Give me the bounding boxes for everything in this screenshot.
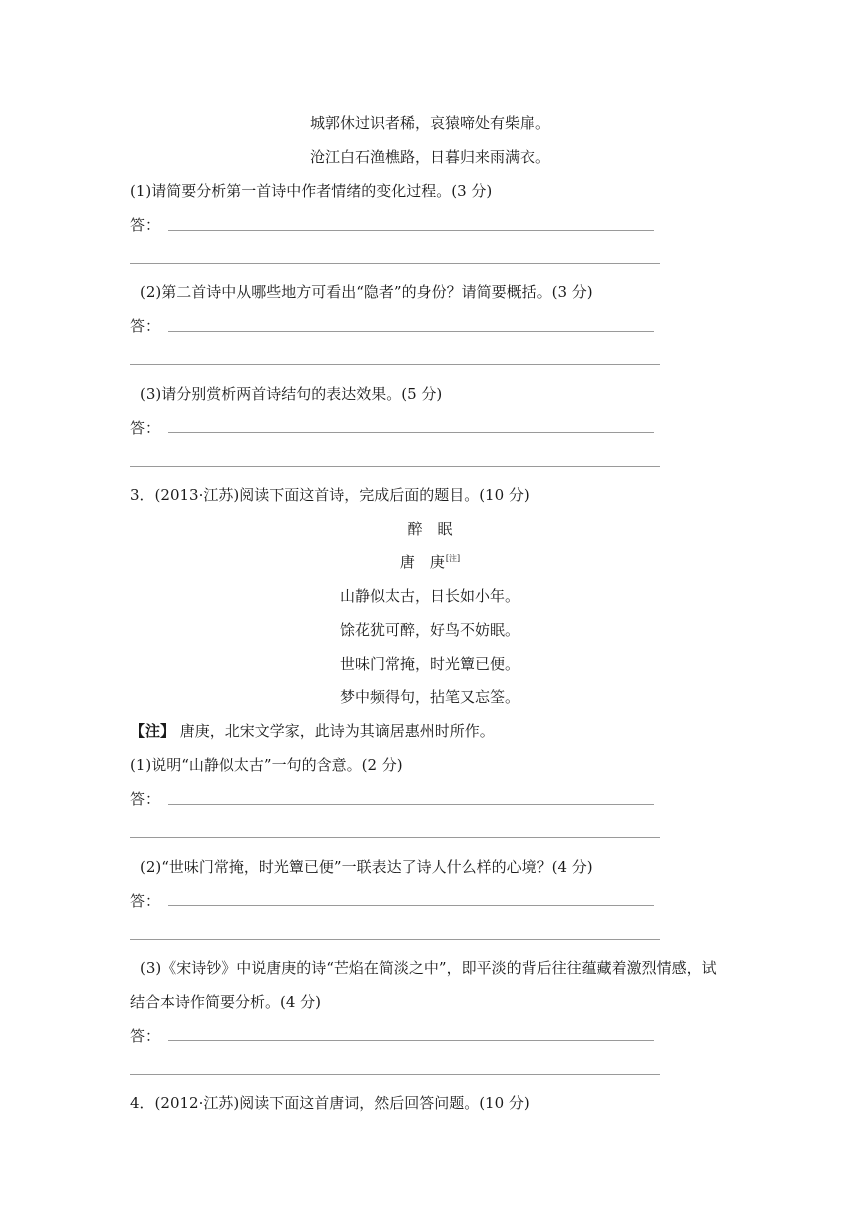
answer-line[interactable] [130, 466, 660, 467]
poem-line: 梦中频得句，拈笔又忘筌。 [339, 688, 520, 706]
answer-label: 答： [130, 892, 161, 910]
q2-sub1-prompt: (1)请简要分析第一首诗中作者情绪的变化过程。(3 分) [130, 182, 493, 200]
answer-line[interactable] [168, 804, 654, 805]
answer-line[interactable] [130, 939, 660, 940]
poem-author [0, 551, 860, 572]
note-marker: [注] [445, 554, 461, 563]
answer-line[interactable] [168, 1040, 654, 1041]
q3-sub3-prompt-line1: (3)《宋诗钞》中说唐庚的诗“芒焰在简淡之中”，即平淡的背后往往蕴藏着激烈情感，试 [140, 959, 717, 977]
answer-label: 答： [130, 216, 161, 234]
note-tag: 【注】 [130, 722, 176, 740]
q4-heading: 4．(2012·江苏)阅读下面这首唐词，然后回答问题。(10 分) [130, 1094, 530, 1112]
q3-heading: 3．(2013·江苏)阅读下面这首诗，完成后面的题目。(10 分) [130, 486, 530, 504]
poem-line: 山静似太古，日长如小年。 [339, 587, 520, 605]
answer-line[interactable] [168, 230, 654, 231]
note-text: 唐庚，北宋文学家，此诗为其谪居惠州时所作。 [179, 722, 495, 740]
answer-line[interactable] [168, 331, 654, 332]
answer-label: 答： [130, 317, 161, 335]
answer-line[interactable] [130, 263, 660, 264]
q3-sub2-prompt: (2)“世味门常掩，时光簟已便”一联表达了诗人什么样的心境？(4 分) [140, 858, 593, 876]
poem1-line-4: 沧江白石渔樵路，日暮归来雨满衣。 [309, 148, 550, 166]
answer-line[interactable] [130, 364, 660, 365]
q2-sub3-prompt: (3)请分别赏析两首诗结句的表达效果。(5 分) [140, 385, 443, 403]
q3-sub3-prompt-line2: 结合本诗作简要分析。(4 分) [130, 993, 322, 1011]
answer-line[interactable] [168, 905, 654, 906]
poem-author-name: 唐 庚 [399, 553, 445, 571]
poem-line: 世味门常掩，时光簟已便。 [339, 655, 520, 673]
answer-line[interactable] [168, 432, 654, 433]
q2-sub2-prompt: (2)第二首诗中从哪些地方可看出“隐者”的身份？请简要概括。(3 分) [140, 283, 593, 301]
poem-note [130, 720, 495, 741]
poem1-line-3: 城郭休过识者稀，哀猿啼处有柴扉。 [309, 114, 550, 132]
answer-line[interactable] [130, 1074, 660, 1075]
answer-label: 答： [130, 419, 161, 437]
answer-label: 答： [130, 790, 161, 808]
answer-label: 答： [130, 1027, 161, 1045]
poem-title: 醉 眠 [407, 520, 453, 538]
answer-line[interactable] [130, 837, 660, 838]
q3-sub1-prompt: (1)说明“山静似太古”一句的含意。(2 分) [130, 756, 403, 774]
poem-line: 馀花犹可醉，好鸟不妨眠。 [339, 621, 520, 639]
